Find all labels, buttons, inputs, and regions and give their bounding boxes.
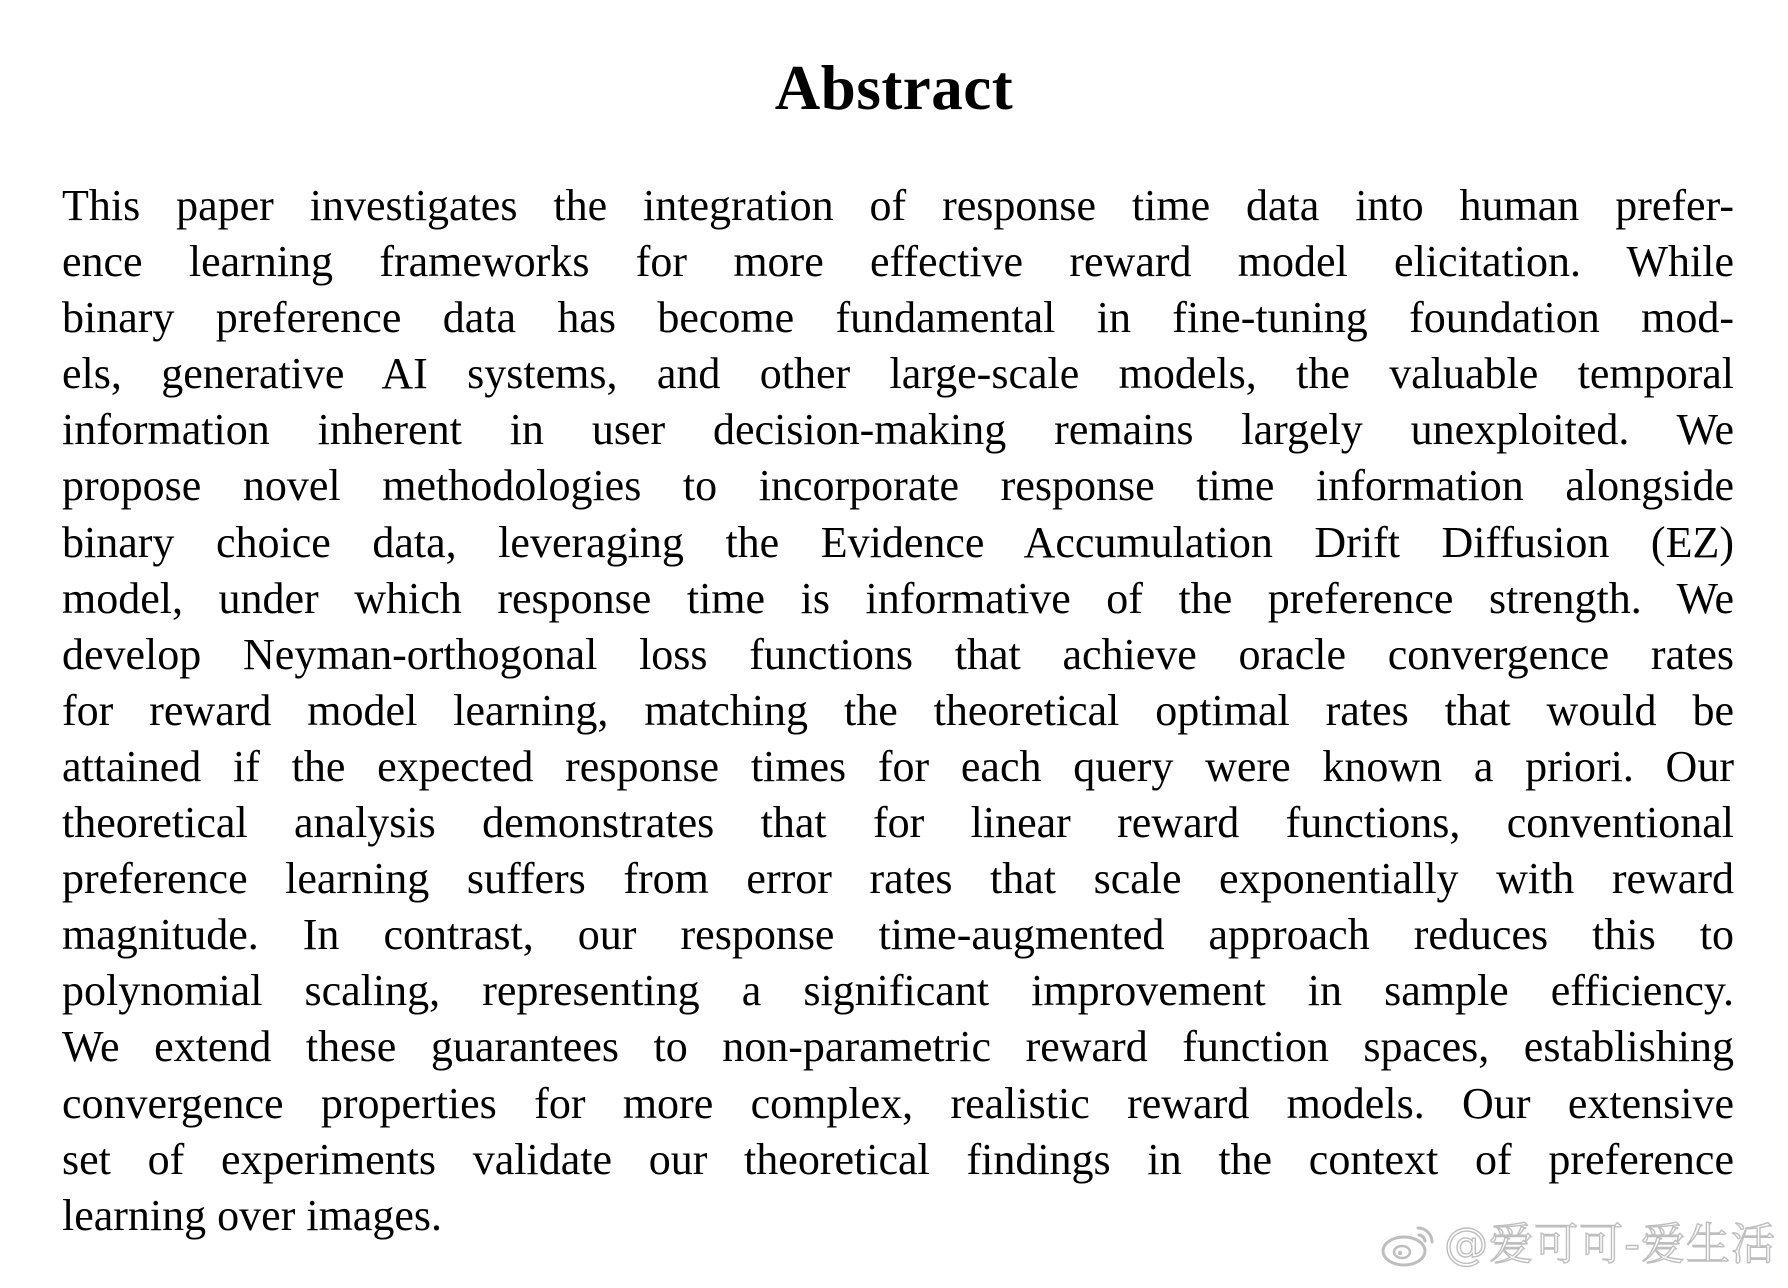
abstract-line-8: model, under which response time is informative of the preference strength. We: [62, 573, 1734, 623]
abstract-line-18: set of experiments validate our theoretical findings in the context of preference: [62, 1134, 1734, 1184]
watermark: [1378, 1220, 1776, 1270]
abstract-body: [62, 178, 1734, 1244]
abstract-line-12: theoretical analysis demonstrates that for linear reward functions, conventional: [62, 798, 1734, 848]
abstract-line-11: attained if the expected response times for each query were known a priori. Our: [62, 741, 1734, 791]
abstract-line-16: We extend these guarantees to non-parametric reward function spaces, establishing: [62, 1022, 1734, 1072]
abstract-line-10: for reward model learning, matching the theoretical optimal rates that would be: [62, 685, 1734, 735]
weibo-logo-icon: [1378, 1220, 1438, 1270]
abstract-line-14: magnitude. In contrast, our response time-augmented approach reduces this to: [62, 910, 1734, 960]
abstract-line-5: information inherent in user decision-making remains largely unexploited. We: [62, 405, 1734, 455]
abstract-line-1: This paper investigates the integration of response time data into human prefer-: [62, 181, 1734, 230]
abstract-line-15: polynomial scaling, representing a significant improvement in sample efficiency.: [62, 966, 1734, 1016]
abstract-line-4: els, generative AI systems, and other large-scale models, the valuable temporal: [62, 349, 1734, 399]
abstract-heading: Abstract: [774, 53, 1014, 123]
watermark-text: @爱可可-爱生活: [1444, 1219, 1776, 1270]
abstract-line-6: propose novel methodologies to incorporate response time information alongside: [62, 461, 1734, 511]
abstract-line-2: ence learning frameworks for more effective reward model elicitation. While: [62, 237, 1734, 287]
abstract-line-7: binary choice data, leveraging the Evidence Accumulation Drift Diffusion (EZ): [62, 517, 1734, 567]
abstract-line-9: develop Neyman-orthogonal loss functions that achieve oracle convergence rates: [62, 629, 1734, 679]
abstract-line-19: learning over images.: [62, 1190, 442, 1240]
abstract-line-13: preference learning suffers from error rates that scale exponentially with reward: [62, 854, 1734, 904]
abstract-line-3: binary preference data has become fundamental in fine-tuning foundation mod-: [62, 293, 1734, 343]
abstract-line-17: convergence properties for more complex, realistic reward models. Our extensive: [62, 1078, 1734, 1128]
